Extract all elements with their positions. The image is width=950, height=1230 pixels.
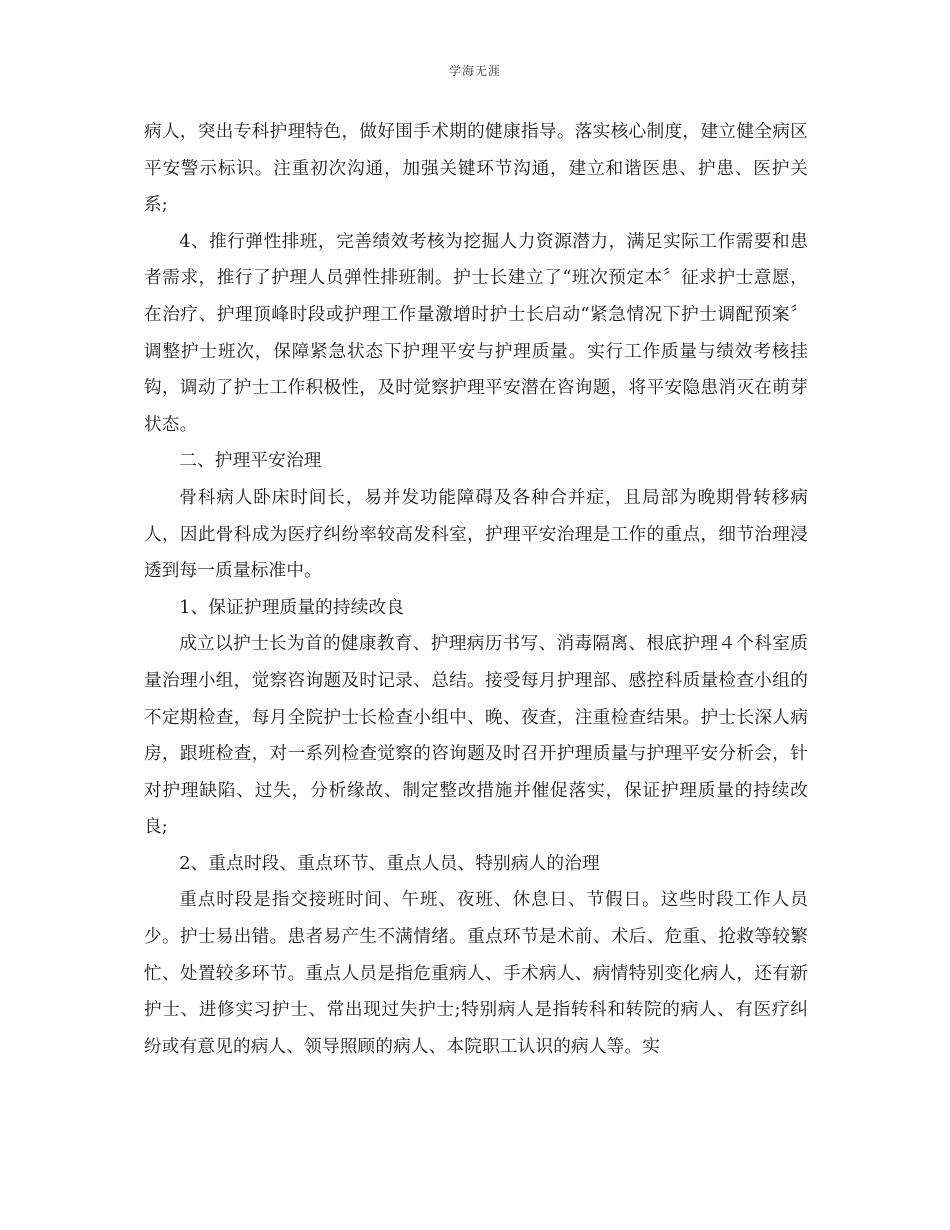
paragraph-flexible-scheduling: 4、推行弹性排班，完善绩效考核为挖掘人力资源潜力，满足实际工作需要和患者需求，推行了护理人员弹性排班制。护士长建立了“班次预定本〞征求护士意愿，在治疗、护理顶峰时段或护理工作量激增时护士长启动“紧急情况下护士调配预案〞调整护士班次，保障紧急状态下护理平安与护理质量。实行工作质量与绩效考核挂钩，调动了护士工作积极性，及时觉察护理平安潜在咨询题，将平安隐患消灭在萌芽状态。 [144, 231, 808, 435]
subheading-quality-improvement: 1、保证护理质量的持续改良 [179, 597, 405, 618]
page-header: 学海无涯 [448, 64, 501, 78]
subheading-key-periods: 2、重点时段、重点环节、重点人员、特别病人的治理 [179, 853, 600, 874]
section-heading-safety-management: 二、护理平安治理 [179, 451, 322, 472]
document-body [144, 114, 808, 1065]
paragraph-key-periods: 重点时段是指交接班时间、午班、夜班、休息日、节假日。这些时段工作人员少。护士易出错。患者易产生不满情绪。重点环节是术前、术后、危重、抢救等较繁忙、处置较多环节。重点人员是指危重病人、手术病人、病情特别变化病人，还有新护士、进修实习护士、常出现过失护士;特别病人是指转科和转院的病人、有医疗纠纷或有意见的病人、领导照顾的病人、本院职工认识的病人等。实 [144, 890, 808, 1057]
paragraph-quality-groups: 成立以护士长为首的健康教育、护理病历书写、消毒隔离、根底护理４个科室质量治理小组，觉察咨询题及时记录、总结。接受每月护理部、感控科质量检查小组的不定期检查，每月全院护士长检查小组中、晚、夜查，注重检查结果。护士长深人病房，跟班检查，对一系列检查觉察的咨询题及时召开护理质量与护理平安分析会，针对护理缺陷、过失，分析缘故、制定整改措施并催促落实，保证护理质量的持续改良; [144, 634, 808, 838]
paragraph-continuation: 病人，突出专科护理特色，做好围手术期的健康指导。落实核心制度，建立健全病区平安警示标识。注重初次沟通，加强关键环节沟通，建立和谐医患、护患、医护关系; [144, 122, 808, 216]
paragraph-safety-intro: 骨科病人卧床时间长，易并发功能障碍及各种合并症，且局部为晚期骨转移病人，因此骨科成为医疗纠纷率较高发科室，护理平安治理是工作的重点，细节治理浸透到每一质量标准中。 [144, 487, 808, 582]
